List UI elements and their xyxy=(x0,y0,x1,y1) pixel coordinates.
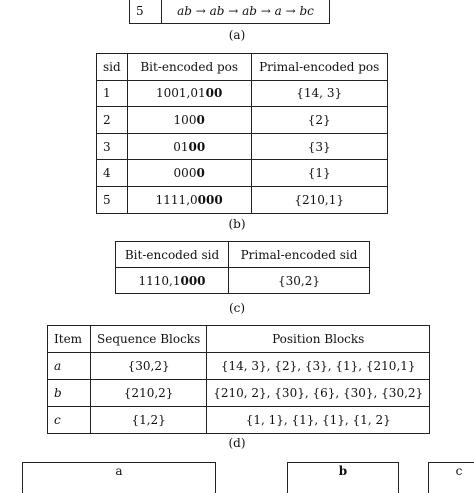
table-row xyxy=(97,80,388,107)
primal-pos-cell: {1} xyxy=(251,160,387,187)
bit-sid-cell xyxy=(116,268,229,294)
header-item: Item xyxy=(48,326,91,353)
table-row xyxy=(97,160,388,187)
bit-plain: 100 xyxy=(173,112,197,127)
bit-pos-cell xyxy=(127,160,251,187)
bit-pos-cell xyxy=(127,80,251,107)
table-row xyxy=(97,186,388,213)
item-cell: a xyxy=(48,353,91,380)
bit-bold: 0 xyxy=(196,112,205,127)
header-primal-encoded-sid: Primal-encoded sid xyxy=(229,242,370,268)
table-row xyxy=(97,107,388,134)
item-cell: c xyxy=(48,407,91,434)
position-block-cell: {210, 2}, {30}, {6}, {30}, {30,2} xyxy=(207,380,430,407)
caption-c: (c) xyxy=(228,301,246,315)
header-row xyxy=(48,326,430,353)
bit-pos-cell xyxy=(127,133,251,160)
sequence-block-cell: {30,2} xyxy=(91,353,207,380)
item-cell: b xyxy=(48,380,91,407)
header-row xyxy=(116,242,370,268)
bit-bold: 000 xyxy=(180,273,206,288)
bottom-box-label: a xyxy=(115,464,123,478)
header-row xyxy=(97,54,388,81)
bottom-box-c xyxy=(428,462,474,493)
header-sequence-blocks: Sequence Blocks xyxy=(91,326,207,353)
bottom-box-b xyxy=(287,462,399,493)
bit-pos-cell xyxy=(127,186,251,213)
sid-cell: 5 xyxy=(97,186,128,213)
primal-pos-cell: {14, 3} xyxy=(251,80,387,107)
table-row xyxy=(48,380,430,407)
sequence-cell: ab → ab → ab → a → bc xyxy=(162,0,330,24)
table-b xyxy=(96,53,388,214)
primal-pos-cell: {2} xyxy=(251,107,387,134)
bottom-box-label: c xyxy=(455,464,463,478)
primal-sid-cell: {30,2} xyxy=(229,268,370,294)
bit-plain: 000 xyxy=(173,166,197,181)
table-d xyxy=(47,325,430,434)
bit-plain: 1110,1 xyxy=(138,273,181,288)
table-c xyxy=(115,241,370,294)
table-row xyxy=(116,268,370,294)
table-a xyxy=(129,0,330,24)
header-position-blocks: Position Blocks xyxy=(207,326,430,353)
caption-d: (d) xyxy=(228,436,246,450)
header-bit-encoded-sid: Bit-encoded sid xyxy=(116,242,229,268)
sid-cell: 1 xyxy=(97,80,128,107)
position-block-cell: {1, 1}, {1}, {1}, {1, 2} xyxy=(207,407,430,434)
bit-bold: 000 xyxy=(197,192,223,207)
bottom-box-label: b xyxy=(338,464,348,478)
bit-pos-cell xyxy=(127,107,251,134)
primal-pos-cell: {3} xyxy=(251,133,387,160)
bottom-box-a xyxy=(22,462,216,493)
table-row xyxy=(48,353,430,380)
bit-bold: 00 xyxy=(205,86,223,101)
bit-plain: 01 xyxy=(173,139,189,154)
caption-a: (a) xyxy=(228,28,246,42)
table-row xyxy=(97,133,388,160)
position-block-cell: {14, 3}, {2}, {3}, {1}, {210,1} xyxy=(207,353,430,380)
bit-plain: 1001,01 xyxy=(156,86,206,101)
caption-b: (b) xyxy=(228,217,246,231)
bit-bold: 00 xyxy=(188,139,206,154)
header-bit-encoded-pos: Bit-encoded pos xyxy=(127,54,251,81)
sid-cell: 3 xyxy=(97,133,128,160)
table-row xyxy=(48,407,430,434)
primal-pos-cell: {210,1} xyxy=(251,186,387,213)
sequence-block-cell: {210,2} xyxy=(91,380,207,407)
bit-bold: 0 xyxy=(196,166,205,181)
sid-cell: 2 xyxy=(97,107,128,134)
sequence-block-cell: {1,2} xyxy=(91,407,207,434)
sid-cell: 5 xyxy=(130,0,162,24)
table-row xyxy=(130,0,330,24)
sid-cell: 4 xyxy=(97,160,128,187)
header-primal-encoded-pos: Primal-encoded pos xyxy=(251,54,387,81)
header-sid: sid xyxy=(97,54,128,81)
bit-plain: 1111,0 xyxy=(155,192,198,207)
